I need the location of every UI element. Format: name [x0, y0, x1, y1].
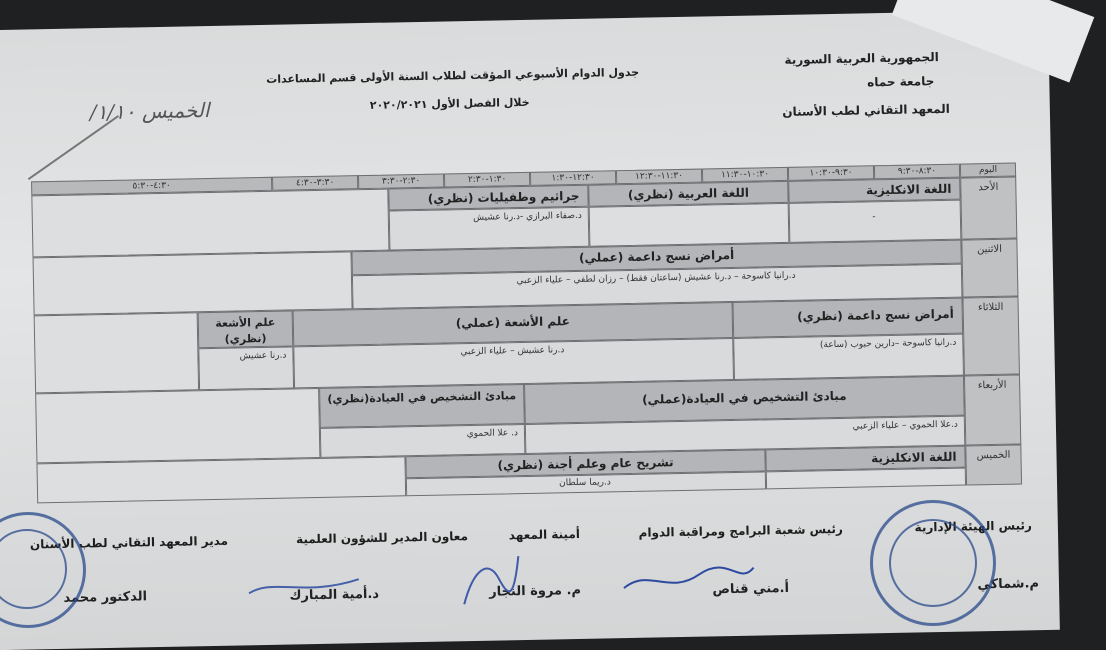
- header-time: ١١:٣٠-١٢:٣٠: [616, 169, 702, 185]
- mon-soft-tissue-teacher: د.رانيا كاسوحة – د.رنا عشيش (ساعتان فقط) – رزان لطفي – علياء الزعبي: [352, 264, 963, 310]
- sun-arabic: اللغة العربية (نظري): [588, 181, 788, 207]
- sun-english: اللغة الانكليزية: [788, 178, 960, 203]
- header-time: ٤:٣٠-٥:٣٠: [31, 177, 272, 196]
- thu-english-teacher: [766, 468, 966, 490]
- signature-scrawl: [244, 571, 365, 603]
- wed-diagnosis-theory-teacher: د. علا الحموي: [320, 424, 526, 458]
- thu-anatomy-teacher: د.ريما سلطان: [406, 471, 766, 496]
- thu-english: اللغة الانكليزية: [765, 446, 965, 472]
- day-tuesday: الثلاثاء: [962, 297, 1019, 376]
- semester-line: خلال الفصل الأول ٢٠٢٠/٢٠٢١: [369, 95, 530, 112]
- university-heading: جامعة حماه: [867, 74, 935, 90]
- sun-empty: [31, 189, 389, 258]
- signature-name: م.شماكي: [977, 576, 1040, 593]
- schedule-table: [31, 163, 1022, 504]
- sun-germs: جراثيم وطفيليات (نظري): [388, 185, 588, 211]
- wed-diagnosis-practical-teacher: د.علا الحموي – علياء الزعبي: [525, 416, 965, 454]
- tue-soft-tissue-teacher: د.رانيا كاسوحة –دارين حبوب (ساعة): [733, 334, 964, 380]
- signature-role: مدير المعهد التقاني لطب الأسنان: [29, 533, 229, 552]
- header-time: ٣:٣٠-٤:٣٠: [272, 175, 358, 191]
- republic-heading: الجمهورية العربية السورية: [784, 49, 939, 67]
- handwritten-date: الخميس ١/١٠/: [89, 98, 210, 125]
- signature-name: م. مروة النجار: [489, 582, 582, 600]
- tue-radiology-practical: علم الأشعة (عملي): [293, 302, 734, 346]
- wed-diagnosis-theory: مبادئ التشخيص في العيادة(نظري): [319, 384, 525, 428]
- paper-corner: [892, 0, 1094, 83]
- wed-empty: [35, 388, 320, 463]
- signature-role: رئيس شعبة البرامج ومراقبة الدوام: [638, 521, 844, 540]
- handwritten-stroke: [28, 115, 119, 180]
- wed-diagnosis-practical: مبادئ التشخيص في العيادة(عملي): [524, 376, 965, 424]
- day-wednesday: الأربعاء: [964, 374, 1021, 445]
- sun-arabic-teacher: [589, 203, 790, 247]
- tue-soft-tissue: أمراض نسج داعمة (نظري): [733, 298, 964, 338]
- signature-name: أ.مني قناص: [712, 580, 790, 598]
- signature-role: أمينة المعهد: [508, 526, 581, 543]
- tue-radiology-theory: علم الأشعة (نظري): [198, 310, 294, 348]
- header-time: ٢:٣٠-٣:٣٠: [358, 174, 444, 190]
- signature-role: معاون المدير للشؤون العلمية: [295, 529, 469, 547]
- day-monday: الاثنين: [961, 239, 1018, 298]
- mon-empty: [33, 251, 353, 315]
- header-time: ٨:٣٠-٩:٣٠: [874, 164, 960, 180]
- header-time: ١٢:٣٠-١:٣٠: [530, 170, 616, 186]
- signature-name: الدكتور محمد: [63, 589, 148, 606]
- schedule-title: جدول الدوام الأسبوعي المؤقت لطلاب السنة الأولى قسم المساعدات: [266, 65, 640, 86]
- sun-english-teacher: -: [789, 200, 962, 243]
- thu-empty: [36, 456, 406, 503]
- day-thursday: الخميس: [965, 444, 1022, 485]
- tue-radiology-practical-teacher: د.رنا عشيش – علياء الزعبي: [293, 338, 734, 388]
- thu-anatomy: تشريح عام وعلم أجنة (نظري): [405, 449, 765, 478]
- signature-name: د.أمية المبارك: [289, 586, 380, 604]
- tue-radiology-theory-teacher: د.رنا عشيش: [198, 346, 294, 390]
- sun-germs-teacher: د.صفاء البرازي -د.رنا عشيش: [389, 207, 590, 251]
- header-time: ١٠:٣٠-١١:٣٠: [702, 167, 788, 183]
- header-time: ٩:٣٠-١٠:٣٠: [788, 165, 874, 181]
- header-day: اليوم: [960, 163, 1016, 178]
- signature-scrawl: [453, 548, 524, 609]
- stamp-right: [870, 500, 996, 626]
- mon-soft-tissue: أمراض نسج داعمة (عملي): [351, 240, 961, 276]
- signature-role: رئيس الهيئة الإدارية: [914, 518, 1032, 535]
- day-sunday: الأحد: [960, 177, 1017, 240]
- tue-empty: [34, 312, 199, 393]
- header-time: ١:٣٠-٢:٣٠: [444, 172, 530, 188]
- signature-scrawl: [618, 556, 759, 599]
- institute-heading: المعهد التقاني لطب الأسنان: [782, 101, 950, 119]
